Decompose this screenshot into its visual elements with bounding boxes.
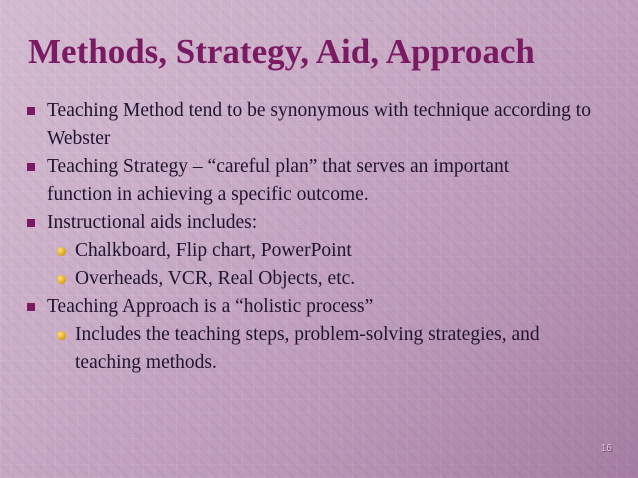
bullet-text: Teaching Approach is a “holistic process” [47, 296, 374, 317]
square-bullet-icon [27, 303, 35, 311]
sub-bullet-text: Chalkboard, Flip chart, PowerPoint [75, 240, 352, 261]
bullet-list [0, 97, 638, 377]
round-bullet-icon [57, 331, 66, 340]
sub-bullet-text: Includes the teaching steps, problem-solving strategies, and teaching methods. [75, 324, 540, 373]
square-bullet-icon [27, 107, 35, 115]
slide-number: 16 [600, 443, 612, 454]
bullet-item [0, 209, 638, 237]
sub-bullet-item [0, 265, 638, 293]
sub-bullet-item [0, 321, 638, 377]
bullet-item [0, 293, 638, 321]
bullet-item [0, 97, 638, 153]
slide-title: Methods, Strategy, Aid, Approach [28, 32, 535, 71]
round-bullet-icon [57, 247, 66, 256]
bullet-text: Teaching Strategy – “careful plan” that serves an important function in achieving a specific outcome. [47, 156, 510, 205]
square-bullet-icon [27, 163, 35, 171]
sub-bullet-item [0, 237, 638, 265]
bullet-text: Teaching Method tend to be synonymous with technique according to Webster [47, 100, 591, 149]
square-bullet-icon [27, 219, 35, 227]
bullet-item [0, 153, 638, 209]
round-bullet-icon [57, 275, 66, 284]
sub-bullet-text: Overheads, VCR, Real Objects, etc. [75, 268, 356, 289]
bullet-text: Instructional aids includes: [47, 212, 258, 233]
